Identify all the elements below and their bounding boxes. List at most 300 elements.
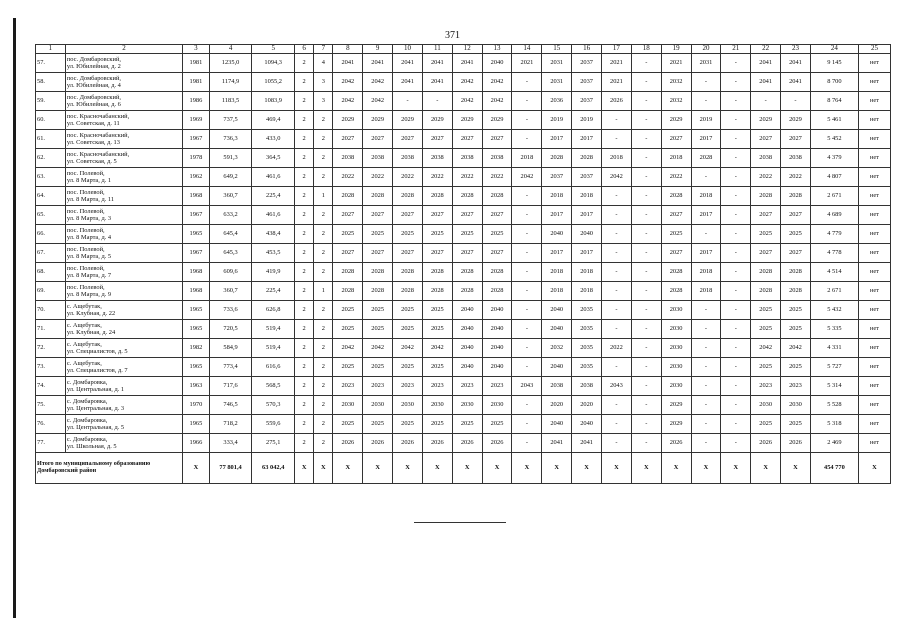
table-cell-col-12: 2040 bbox=[452, 301, 482, 320]
table-cell-col-3: 1965 bbox=[183, 301, 210, 320]
table-cell-col-3: 1962 bbox=[183, 168, 210, 187]
table-cell-col-14: - bbox=[512, 282, 542, 301]
table-cell-col-13: 2025 bbox=[482, 225, 512, 244]
table-cell-col-20: - bbox=[691, 92, 721, 111]
table-cell-col-5: 1094,3 bbox=[252, 54, 295, 73]
table-cell-col-3: 1986 bbox=[183, 92, 210, 111]
table-cell-col-15: 2040 bbox=[542, 415, 572, 434]
table-cell-col-9: 2038 bbox=[363, 149, 393, 168]
closing-rule bbox=[414, 522, 506, 523]
table-cell-col-22: 2025 bbox=[751, 358, 781, 377]
table-cell-col-13: 2028 bbox=[482, 282, 512, 301]
column-number-18: 18 bbox=[631, 45, 661, 54]
table-cell-col-21: - bbox=[721, 73, 751, 92]
table-cell-col-13: 2040 bbox=[482, 320, 512, 339]
total-cell: X bbox=[661, 453, 691, 484]
address-settlement: с. Ащебутак, bbox=[66, 302, 102, 310]
table-cell-col-8: 2025 bbox=[333, 301, 363, 320]
table-cell-col-16: 2037 bbox=[572, 92, 602, 111]
table-cell-col-9: 2027 bbox=[363, 130, 393, 149]
table-cell-col-23: 2028 bbox=[781, 263, 811, 282]
table-cell-col-23: 2041 bbox=[781, 73, 811, 92]
row-number: 71. bbox=[36, 320, 66, 339]
column-number-2: 2 bbox=[65, 45, 182, 54]
table-cell-col-18: - bbox=[631, 54, 661, 73]
table-cell-col-4: 333,4 bbox=[209, 434, 252, 453]
table-row bbox=[36, 339, 891, 358]
table-cell-col-14: 2042 bbox=[512, 168, 542, 187]
column-number-11: 11 bbox=[422, 45, 452, 54]
table-cell-col-25: нет bbox=[858, 130, 890, 149]
table-cell-col-18: - bbox=[631, 263, 661, 282]
address-settlement: пос. Полевой, bbox=[66, 264, 105, 272]
table-row bbox=[36, 111, 891, 130]
table-cell-col-17: - bbox=[602, 130, 632, 149]
table-cell-col-8: 2028 bbox=[333, 187, 363, 206]
table-row bbox=[36, 358, 891, 377]
table-cell-col-13: 2042 bbox=[482, 73, 512, 92]
table-cell-col-19: 2027 bbox=[661, 244, 691, 263]
table-cell-col-23: 2026 bbox=[781, 434, 811, 453]
column-number-19: 19 bbox=[661, 45, 691, 54]
table-cell-col-9: 2025 bbox=[363, 358, 393, 377]
address-cell bbox=[65, 396, 182, 415]
table-cell-col-3: 1967 bbox=[183, 130, 210, 149]
table-cell-col-5: 570,3 bbox=[252, 396, 295, 415]
table-cell-col-24: 5 461 bbox=[810, 111, 858, 130]
table-cell-col-13: 2040 bbox=[482, 54, 512, 73]
table-row bbox=[36, 92, 891, 111]
table-cell-col-16: 2035 bbox=[572, 339, 602, 358]
table-cell-col-10: 2025 bbox=[393, 415, 423, 434]
total-cell: X bbox=[721, 453, 751, 484]
table-cell-col-18: - bbox=[631, 244, 661, 263]
address-settlement: пос. Полевой, bbox=[66, 169, 105, 177]
table-cell-col-24: 4 379 bbox=[810, 149, 858, 168]
table-cell-col-21: - bbox=[721, 377, 751, 396]
table-cell-col-20: - bbox=[691, 434, 721, 453]
table-cell-col-9: 2042 bbox=[363, 92, 393, 111]
table-cell-col-23: 2027 bbox=[781, 130, 811, 149]
table-cell-col-16: 2040 bbox=[572, 225, 602, 244]
table-cell-col-14: - bbox=[512, 206, 542, 225]
address-settlement: пос. Красночабанский, bbox=[66, 131, 130, 139]
table-cell-col-13: 2029 bbox=[482, 111, 512, 130]
table-cell-col-15: 2018 bbox=[542, 263, 572, 282]
table-cell-col-21: - bbox=[721, 396, 751, 415]
table-cell-col-3: 1967 bbox=[183, 244, 210, 263]
table-cell-col-20: - bbox=[691, 415, 721, 434]
table-cell-col-10: 2027 bbox=[393, 130, 423, 149]
table-cell-col-3: 1968 bbox=[183, 263, 210, 282]
table-cell-col-14: 2018 bbox=[512, 149, 542, 168]
address-street: ул. 8 Марта, д. 1 bbox=[66, 177, 112, 184]
table-cell-col-6: 2 bbox=[295, 358, 314, 377]
table-cell-col-11: 2041 bbox=[422, 54, 452, 73]
table-cell-col-11: 2025 bbox=[422, 320, 452, 339]
table-cell-col-20: - bbox=[691, 225, 721, 244]
address-cell bbox=[65, 244, 182, 263]
table-cell-col-20: - bbox=[691, 396, 721, 415]
table-cell-col-17: - bbox=[602, 187, 632, 206]
table-row bbox=[36, 415, 891, 434]
table-row bbox=[36, 225, 891, 244]
table-cell-col-21: - bbox=[721, 225, 751, 244]
address-street: ул. Специалистов, д. 5 bbox=[66, 348, 128, 355]
address-cell bbox=[65, 225, 182, 244]
table-cell-col-21: - bbox=[721, 130, 751, 149]
table-cell-col-19: 2030 bbox=[661, 301, 691, 320]
table-cell-col-24: 5 727 bbox=[810, 358, 858, 377]
row-number: 74. bbox=[36, 377, 66, 396]
table-cell-col-19: 2030 bbox=[661, 320, 691, 339]
table-cell-col-10: 2038 bbox=[393, 149, 423, 168]
table-cell-col-4: 746,5 bbox=[209, 396, 252, 415]
column-number-20: 20 bbox=[691, 45, 721, 54]
table-cell-col-9: 2027 bbox=[363, 244, 393, 263]
table-cell-col-10: 2027 bbox=[393, 244, 423, 263]
row-number: 63. bbox=[36, 168, 66, 187]
table-cell-col-19: 2030 bbox=[661, 358, 691, 377]
table-cell-col-16: 2020 bbox=[572, 396, 602, 415]
scan-edge bbox=[0, 0, 7, 640]
table-cell-col-12: 2038 bbox=[452, 149, 482, 168]
table-cell-col-22: 2027 bbox=[751, 130, 781, 149]
table-cell-col-15: 2017 bbox=[542, 130, 572, 149]
table-cell-col-7: 2 bbox=[314, 263, 333, 282]
table-cell-col-24: 8 764 bbox=[810, 92, 858, 111]
table-cell-col-9: 2025 bbox=[363, 225, 393, 244]
column-number-5: 5 bbox=[252, 45, 295, 54]
address-cell bbox=[65, 282, 182, 301]
table-cell-col-5: 419,9 bbox=[252, 263, 295, 282]
table-cell-col-25: нет bbox=[858, 301, 890, 320]
table-cell-col-20: - bbox=[691, 339, 721, 358]
column-number-10: 10 bbox=[393, 45, 423, 54]
address-street: ул. 8 Марта, д. 7 bbox=[66, 272, 112, 279]
row-number: 67. bbox=[36, 244, 66, 263]
total-cell: X bbox=[482, 453, 512, 484]
address-cell bbox=[65, 206, 182, 225]
table-cell-col-6: 2 bbox=[295, 320, 314, 339]
address-street: ул. Советская, д. 13 bbox=[66, 139, 120, 146]
table-cell-col-21: - bbox=[721, 187, 751, 206]
table-cell-col-17: 2021 bbox=[602, 54, 632, 73]
table-cell-col-10: 2028 bbox=[393, 282, 423, 301]
column-number-6: 6 bbox=[295, 45, 314, 54]
table-cell-col-11: 2028 bbox=[422, 263, 452, 282]
table-cell-col-18: - bbox=[631, 168, 661, 187]
table-cell-col-16: 2019 bbox=[572, 111, 602, 130]
table-cell-col-14: - bbox=[512, 111, 542, 130]
row-number: 68. bbox=[36, 263, 66, 282]
address-settlement: пос. Красночабанский, bbox=[66, 112, 130, 120]
table-cell-col-21: - bbox=[721, 358, 751, 377]
table-cell-col-21: - bbox=[721, 263, 751, 282]
table-cell-col-22: 2029 bbox=[751, 111, 781, 130]
row-number: 62. bbox=[36, 149, 66, 168]
table-cell-col-14: - bbox=[512, 130, 542, 149]
table-cell-col-13: 2040 bbox=[482, 301, 512, 320]
row-number: 76. bbox=[36, 415, 66, 434]
total-cell: X bbox=[295, 453, 314, 484]
table-cell-col-23: 2022 bbox=[781, 168, 811, 187]
table-cell-col-19: 2032 bbox=[661, 92, 691, 111]
table-cell-col-13: 2027 bbox=[482, 244, 512, 263]
table-cell-col-11: 2027 bbox=[422, 130, 452, 149]
table-cell-col-11: 2030 bbox=[422, 396, 452, 415]
table-cell-col-4: 591,3 bbox=[209, 149, 252, 168]
table-cell-col-15: 2018 bbox=[542, 187, 572, 206]
table-cell-col-20: 2018 bbox=[691, 187, 721, 206]
table-cell-col-23: 2028 bbox=[781, 187, 811, 206]
table-cell-col-25: нет bbox=[858, 244, 890, 263]
table-cell-col-22: 2025 bbox=[751, 415, 781, 434]
row-number: 77. bbox=[36, 434, 66, 453]
table-cell-col-15: 2031 bbox=[542, 54, 572, 73]
table-cell-col-3: 1965 bbox=[183, 415, 210, 434]
table-cell-col-7: 2 bbox=[314, 225, 333, 244]
table-cell-col-9: 2028 bbox=[363, 187, 393, 206]
column-number-1: 1 bbox=[36, 45, 66, 54]
table-cell-col-10: 2028 bbox=[393, 263, 423, 282]
table-cell-col-25: нет bbox=[858, 415, 890, 434]
column-number-4: 4 bbox=[209, 45, 252, 54]
table-cell-col-22: 2028 bbox=[751, 282, 781, 301]
address-street: ул. Юбилейная, д. 6 bbox=[66, 101, 121, 108]
table-cell-col-14: - bbox=[512, 187, 542, 206]
table-cell-col-21: - bbox=[721, 339, 751, 358]
address-cell bbox=[65, 54, 182, 73]
table-row bbox=[36, 434, 891, 453]
table-cell-col-17: - bbox=[602, 244, 632, 263]
table-cell-col-5: 469,4 bbox=[252, 111, 295, 130]
table-cell-col-11: - bbox=[422, 92, 452, 111]
table-cell-col-10: 2023 bbox=[393, 377, 423, 396]
table-cell-col-15: 2019 bbox=[542, 111, 572, 130]
table-row bbox=[36, 206, 891, 225]
address-cell bbox=[65, 377, 182, 396]
address-street: ул. Советская, д. 11 bbox=[66, 120, 120, 127]
table-cell-col-6: 2 bbox=[295, 225, 314, 244]
table-cell-col-4: 633,2 bbox=[209, 206, 252, 225]
table-cell-col-24: 5 432 bbox=[810, 301, 858, 320]
table-cell-col-16: 2017 bbox=[572, 206, 602, 225]
table-cell-col-24: 2 469 bbox=[810, 434, 858, 453]
total-cell: X bbox=[691, 453, 721, 484]
table-cell-col-13: 2030 bbox=[482, 396, 512, 415]
table-cell-col-8: 2042 bbox=[333, 92, 363, 111]
table-cell-col-10: 2025 bbox=[393, 301, 423, 320]
table-cell-col-15: 2017 bbox=[542, 206, 572, 225]
address-cell bbox=[65, 434, 182, 453]
table-cell-col-25: нет bbox=[858, 111, 890, 130]
table-cell-col-16: 2035 bbox=[572, 320, 602, 339]
address-settlement: пос. Домбаровский, bbox=[66, 74, 121, 82]
table-row bbox=[36, 282, 891, 301]
total-cell: X bbox=[602, 453, 632, 484]
table-cell-col-14: - bbox=[512, 396, 542, 415]
table-cell-col-7: 2 bbox=[314, 149, 333, 168]
table-cell-col-15: 2037 bbox=[542, 168, 572, 187]
table-cell-col-12: 2023 bbox=[452, 377, 482, 396]
table-cell-col-18: - bbox=[631, 206, 661, 225]
table-cell-col-15: 2017 bbox=[542, 244, 572, 263]
table-cell-col-8: 2028 bbox=[333, 263, 363, 282]
table-cell-col-21: - bbox=[721, 168, 751, 187]
table-cell-col-25: нет bbox=[858, 377, 890, 396]
table-cell-col-19: 2026 bbox=[661, 434, 691, 453]
table-cell-col-17: 2018 bbox=[602, 149, 632, 168]
address-settlement: с. Домбаровка, bbox=[66, 397, 108, 405]
table-cell-col-17: 2022 bbox=[602, 339, 632, 358]
column-number-8: 8 bbox=[333, 45, 363, 54]
table-cell-col-17: - bbox=[602, 434, 632, 453]
total-cell: X bbox=[781, 453, 811, 484]
table-cell-col-8: 2042 bbox=[333, 339, 363, 358]
table-cell-col-19: 2022 bbox=[661, 168, 691, 187]
table-cell-col-3: 1981 bbox=[183, 54, 210, 73]
total-cell: X bbox=[314, 453, 333, 484]
page-number: 371 bbox=[445, 30, 460, 41]
table-cell-col-7: 3 bbox=[314, 73, 333, 92]
table-cell-col-14: - bbox=[512, 92, 542, 111]
total-cell: X bbox=[393, 453, 423, 484]
table-cell-col-16: 2037 bbox=[572, 54, 602, 73]
address-cell bbox=[65, 149, 182, 168]
table-cell-col-7: 2 bbox=[314, 377, 333, 396]
address-street: ул. Юбилейная, д. 2 bbox=[66, 63, 121, 70]
table-cell-col-15: 2031 bbox=[542, 73, 572, 92]
table-row bbox=[36, 377, 891, 396]
total-cell: 77 801,4 bbox=[209, 453, 252, 484]
table-cell-col-6: 2 bbox=[295, 73, 314, 92]
table-cell-col-12: 2025 bbox=[452, 225, 482, 244]
table-cell-col-6: 2 bbox=[295, 282, 314, 301]
table-cell-col-24: 5 314 bbox=[810, 377, 858, 396]
table-cell-col-17: - bbox=[602, 301, 632, 320]
table-cell-col-17: 2043 bbox=[602, 377, 632, 396]
table-cell-col-16: 2017 bbox=[572, 130, 602, 149]
table-cell-col-20: 2018 bbox=[691, 263, 721, 282]
table-cell-col-20: 2031 bbox=[691, 54, 721, 73]
table-cell-col-15: 2036 bbox=[542, 92, 572, 111]
table-cell-col-21: - bbox=[721, 206, 751, 225]
table-cell-col-11: 2025 bbox=[422, 225, 452, 244]
table-cell-col-12: 2028 bbox=[452, 282, 482, 301]
total-row bbox=[36, 453, 891, 484]
table-cell-col-13: 2040 bbox=[482, 358, 512, 377]
row-number: 59. bbox=[36, 92, 66, 111]
table-cell-col-18: - bbox=[631, 396, 661, 415]
table-cell-col-19: 2027 bbox=[661, 206, 691, 225]
table-cell-col-19: 2028 bbox=[661, 282, 691, 301]
table-cell-col-12: 2040 bbox=[452, 339, 482, 358]
table-cell-col-3: 1968 bbox=[183, 282, 210, 301]
table-cell-col-9: 2025 bbox=[363, 320, 393, 339]
address-settlement: пос. Полевой, bbox=[66, 188, 105, 196]
table-cell-col-13: 2025 bbox=[482, 415, 512, 434]
table-cell-col-23: 2038 bbox=[781, 149, 811, 168]
table-cell-col-25: нет bbox=[858, 339, 890, 358]
address-settlement: с. Ащебутак, bbox=[66, 340, 102, 348]
table-cell-col-9: 2023 bbox=[363, 377, 393, 396]
table-cell-col-8: 2025 bbox=[333, 358, 363, 377]
table-cell-col-17: 2026 bbox=[602, 92, 632, 111]
table-cell-col-4: 1174,9 bbox=[209, 73, 252, 92]
row-number: 65. bbox=[36, 206, 66, 225]
table-cell-col-12: 2027 bbox=[452, 130, 482, 149]
table-cell-col-16: 2037 bbox=[572, 168, 602, 187]
table-cell-col-21: - bbox=[721, 111, 751, 130]
table-cell-col-12: 2042 bbox=[452, 92, 482, 111]
table-cell-col-6: 2 bbox=[295, 168, 314, 187]
table-cell-col-24: 4 778 bbox=[810, 244, 858, 263]
table-row bbox=[36, 396, 891, 415]
table-cell-col-20: - bbox=[691, 358, 721, 377]
row-number: 72. bbox=[36, 339, 66, 358]
total-cell: X bbox=[452, 453, 482, 484]
table-cell-col-7: 2 bbox=[314, 301, 333, 320]
address-settlement: пос. Полевой, bbox=[66, 226, 105, 234]
total-cell: X bbox=[631, 453, 661, 484]
address-cell bbox=[65, 92, 182, 111]
table-cell-col-21: - bbox=[721, 54, 751, 73]
table-cell-col-9: 2041 bbox=[363, 54, 393, 73]
table-row bbox=[36, 244, 891, 263]
table-cell-col-21: - bbox=[721, 92, 751, 111]
table-cell-col-12: 2029 bbox=[452, 111, 482, 130]
table-cell-col-17: - bbox=[602, 206, 632, 225]
table-cell-col-4: 773,4 bbox=[209, 358, 252, 377]
table-cell-col-11: 2025 bbox=[422, 415, 452, 434]
table-cell-col-10: 2041 bbox=[393, 73, 423, 92]
table-cell-col-8: 2022 bbox=[333, 168, 363, 187]
table-cell-col-15: 2038 bbox=[542, 377, 572, 396]
table-cell-col-17: - bbox=[602, 396, 632, 415]
table-cell-col-3: 1969 bbox=[183, 111, 210, 130]
table-cell-col-12: 2028 bbox=[452, 263, 482, 282]
table-row bbox=[36, 130, 891, 149]
table-cell-col-11: 2022 bbox=[422, 168, 452, 187]
table-cell-col-16: 2037 bbox=[572, 73, 602, 92]
table-cell-col-5: 225,4 bbox=[252, 187, 295, 206]
table-cell-col-5: 364,5 bbox=[252, 149, 295, 168]
address-street: ул. Юбилейная, д. 4 bbox=[66, 82, 121, 89]
table-cell-col-16: 2035 bbox=[572, 301, 602, 320]
table-cell-col-20: - bbox=[691, 168, 721, 187]
table-cell-col-19: 2029 bbox=[661, 111, 691, 130]
address-cell bbox=[65, 130, 182, 149]
table-cell-col-14: - bbox=[512, 225, 542, 244]
table-cell-col-18: - bbox=[631, 434, 661, 453]
table-cell-col-18: - bbox=[631, 320, 661, 339]
table-cell-col-3: 1965 bbox=[183, 225, 210, 244]
table-cell-col-9: 2025 bbox=[363, 301, 393, 320]
table-cell-col-22: 2026 bbox=[751, 434, 781, 453]
table-cell-col-16: 2040 bbox=[572, 415, 602, 434]
table-cell-col-16: 2038 bbox=[572, 377, 602, 396]
address-settlement: пос. Красночабанский, bbox=[66, 150, 130, 158]
row-number: 60. bbox=[36, 111, 66, 130]
address-street: ул. 8 Марта, д. 9 bbox=[66, 291, 112, 298]
table-cell-col-12: 2022 bbox=[452, 168, 482, 187]
address-cell bbox=[65, 339, 182, 358]
table-cell-col-16: 2041 bbox=[572, 434, 602, 453]
table-cell-col-4: 360,7 bbox=[209, 187, 252, 206]
table-cell-col-16: 2017 bbox=[572, 244, 602, 263]
table-cell-col-18: - bbox=[631, 358, 661, 377]
